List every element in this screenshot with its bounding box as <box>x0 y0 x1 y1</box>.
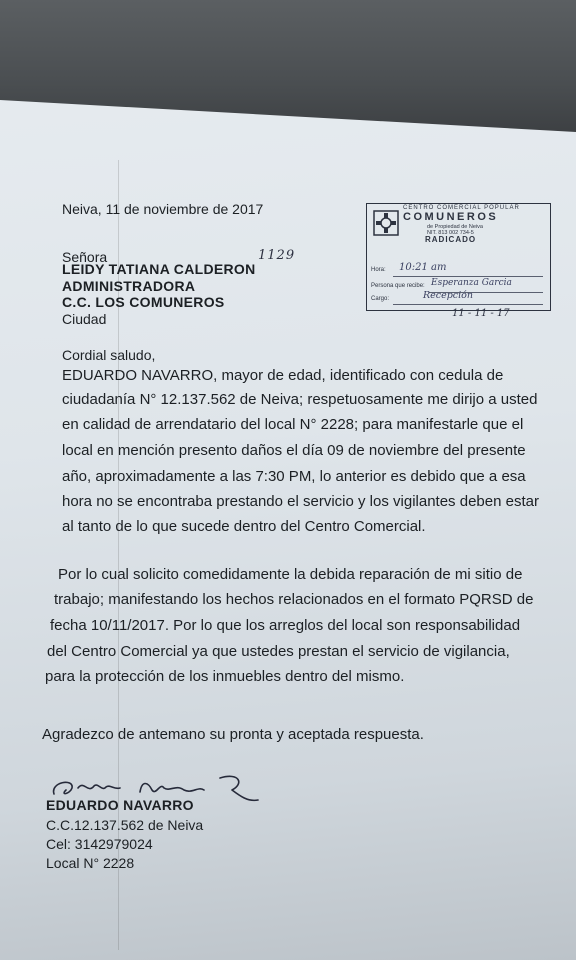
stamp-line2: COMUNEROS <box>403 211 499 223</box>
comuneros-logo-icon <box>373 210 399 236</box>
stamp-hora-label: Hora: <box>371 267 386 273</box>
stamp-date-written: 11 - 11 - 17 <box>452 308 510 319</box>
stamp-persona-label: Persona que recibe: <box>371 283 425 289</box>
recipient-city: Ciudad <box>62 311 107 327</box>
stamp-line3: de Propiedad de Neiva <box>427 224 483 230</box>
signer-name: EDUARDO NAVARRO <box>46 797 194 813</box>
letter-date: Neiva, 11 de noviembre de 2017 <box>62 201 264 217</box>
closing-line: Agradezco de antemano su pronta y aceptada respuesta. <box>42 726 424 743</box>
stamp-line4: NIT. 813 002 734-5 <box>427 230 474 236</box>
paragraph2-line: del Centro Comercial ya que ustedes prestan el servicio de vigilancia, <box>47 643 510 660</box>
stamp-hora-value: 10:21 am <box>399 262 447 273</box>
signer-phone: Cel: 3142979024 <box>46 836 153 852</box>
signer-id: C.C.12.137.562 de Neiva <box>46 817 204 833</box>
paragraph1-line: al tanto de lo que sucede dentro del Centro Comercial. <box>62 518 426 535</box>
paragraph1-line: local en mención presento daños el día 09 de noviembre del presente <box>62 442 526 459</box>
stamp-line1: CENTRO COMERCIAL POPULAR <box>403 205 520 211</box>
paragraph1-line: año, aproximadamente a las 7:30 PM, lo anterior es debido que a esa <box>62 468 526 485</box>
stamp-cargo-line <box>393 304 543 305</box>
stamp-cargo-label: Cargo: <box>371 296 390 302</box>
recipient-role: ADMINISTRADORA <box>62 278 196 294</box>
paragraph2-line: Por lo cual solicito comedidamente la debida reparación de mi sitio de <box>58 566 523 583</box>
handwritten-number: 1129 <box>258 248 296 263</box>
greeting: Cordial saludo, <box>62 347 156 363</box>
stamp-cargo-value: Recepción <box>423 290 473 301</box>
paragraph2-line: fecha 10/11/2017. Por lo que los arreglos del local son responsabilidad <box>50 617 521 634</box>
signer-local: Local N° 2228 <box>46 855 135 871</box>
paragraph2-line: para la protección de los inmuebles dentro del mismo. <box>45 668 405 685</box>
paragraph1-line: hora no se encontraba prestando el servicio y los vigilantes deben estar <box>62 493 539 510</box>
radicado-stamp <box>366 203 551 311</box>
paragraph2-line: trabajo; manifestando los hechos relacionados en el formato PQRSD de <box>54 591 534 608</box>
paragraph1-line: en calidad de arrendatario del local N° 2228; para manifestarle que el <box>62 416 524 433</box>
recipient-name: LEIDY TATIANA CALDERON <box>62 261 256 277</box>
stamp-hora-line <box>393 276 543 277</box>
recipient-org: C.C. LOS COMUNEROS <box>62 294 225 310</box>
paragraph1-line: ciudadanía N° 12.137.562 de Neiva; respetuosamente me dirijo a usted <box>62 391 538 408</box>
stamp-line5: RADICADO <box>425 235 477 244</box>
stamp-persona-value: Esperanza Garcia <box>431 278 512 288</box>
paragraph1-line: EDUARDO NAVARRO, mayor de edad, identificado con cedula de <box>62 367 504 384</box>
salutation-title: Señora <box>62 249 108 265</box>
